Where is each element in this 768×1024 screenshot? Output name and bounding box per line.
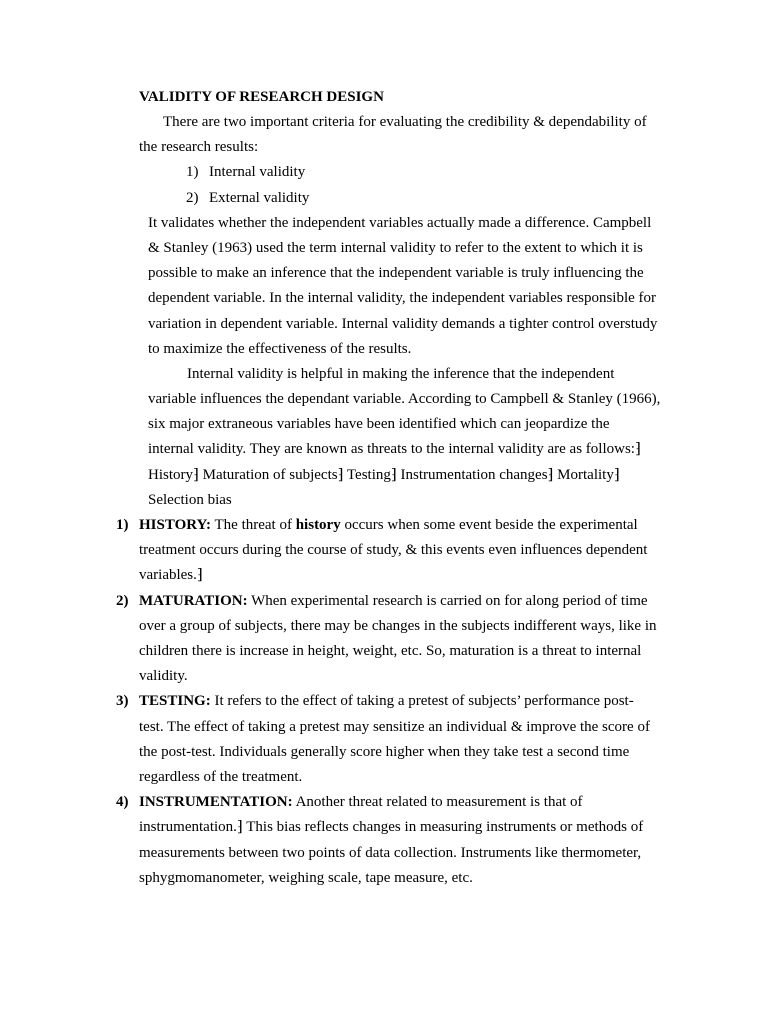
paragraph-line: It validates whether the independent variables actually made a difference. Campbell (148, 215, 652, 231)
threat-text: occurs when some event beside the experimental (340, 517, 638, 533)
intro-line: There are two important criteria for evaluating the credibility & dependability of (163, 114, 647, 130)
criteria-number: 1) (186, 164, 199, 180)
threat-text: variables. (139, 567, 197, 583)
paragraph-line: & Stanley (1963) used the term internal validity to refer to the extent to which it is (148, 240, 643, 256)
threat-number: 2) (116, 593, 129, 609)
threat-number: 4) (116, 794, 129, 810)
threat-text: validity. (139, 668, 188, 684)
paragraph-text: internal validity. They are known as threats to the internal validity are as follows: (148, 441, 635, 457)
threat-keyword: history (295, 517, 341, 533)
intro-line: the research results: (139, 139, 259, 155)
bullet-glyph: ⁆ (196, 567, 203, 583)
threat-text: measurements between two points of data collection. Instruments like thermometer, (139, 845, 642, 861)
paragraph-line: Internal validity is helpful in making the inference that the independent (187, 366, 615, 382)
threat-heading: INSTRUMENTATION: (139, 794, 293, 810)
threat-text: the post-test. Individuals generally score higher when they take test a second time (139, 744, 630, 760)
threat-text: This bias reflects changes in measuring instruments or methods of (242, 819, 644, 835)
criteria-item: Internal validity (209, 164, 306, 180)
threat-testing-line (139, 692, 634, 710)
criteria-number: 2) (186, 190, 199, 206)
paragraph-line: to maximize the effectiveness of the results. (148, 341, 412, 357)
threat-text: children there is increase in height, weight, etc. So, maturation is a threat to internal (139, 643, 642, 659)
threat-text-line (139, 818, 643, 836)
bullet-glyph: ⁆ (547, 467, 554, 483)
paragraph-line: variation in dependent variable. Internal validity demands a tighter control overstudy (148, 316, 658, 332)
threat-text: Another threat related to measurement is that of (292, 794, 583, 810)
bullet-glyph: ⁆ (337, 467, 344, 483)
threat-inline-item: History (148, 467, 193, 483)
threat-heading: MATURATION: (139, 593, 248, 609)
threat-inline-item: Maturation of subjects (198, 467, 338, 483)
threat-text: instrumentation. (139, 819, 237, 835)
threat-number: 1) (116, 517, 129, 533)
document-title: VALIDITY OF RESEARCH DESIGN (139, 89, 384, 105)
threats-inline-list (148, 466, 620, 484)
threat-text: The threat of (211, 517, 296, 533)
threat-number: 3) (116, 693, 129, 709)
threat-text: test. The effect of taking a pretest may sensitize an individual & improve the score of (139, 719, 650, 735)
bullet-glyph: ⁆ (193, 467, 199, 483)
bullet-glyph: ⁆ (613, 467, 620, 483)
bullet-glyph: ⁆ (236, 819, 243, 835)
bullet-glyph: ⁆ (390, 467, 397, 483)
threat-instrumentation-line (139, 793, 583, 811)
threat-text: sphygmomanometer, weighing scale, tape measure, etc. (139, 870, 473, 886)
paragraph-line (148, 440, 641, 458)
threat-inline-item: Instrumentation changes (396, 467, 548, 483)
threat-text: treatment occurs during the course of study, & this events even influences dependent (139, 542, 648, 558)
threat-heading: TESTING: (139, 693, 211, 709)
threat-maturation-line (139, 592, 648, 610)
threat-heading: HISTORY: (139, 517, 212, 533)
threat-inline-item: Mortality (553, 467, 614, 483)
paragraph-line: dependent variable. In the internal validity, the independent variables responsible for (148, 290, 657, 306)
threat-text: When experimental research is carried on for along period of time (247, 593, 648, 609)
threat-history-line (139, 516, 638, 534)
threat-text: It refers to the effect of taking a pretest of subjects’ performance post- (210, 693, 634, 709)
bullet-glyph: ⁆ (634, 441, 641, 457)
paragraph-line: variable influences the dependant variable. According to Campbell & Stanley (1966), (148, 391, 661, 407)
threat-inline-item: Testing (343, 467, 391, 483)
paragraph-line: six major extraneous variables have been identified which can jeopardize the (148, 416, 610, 432)
paragraph-line: Selection bias (148, 492, 232, 508)
threat-text-line (139, 566, 203, 584)
criteria-item: External validity (209, 190, 310, 206)
threat-text: regardless of the treatment. (139, 769, 303, 785)
paragraph-line: possible to make an inference that the independent variable is truly influencing the (148, 265, 644, 281)
threat-text: over a group of subjects, there may be changes in the subjects indifferent ways, like in (139, 618, 657, 634)
